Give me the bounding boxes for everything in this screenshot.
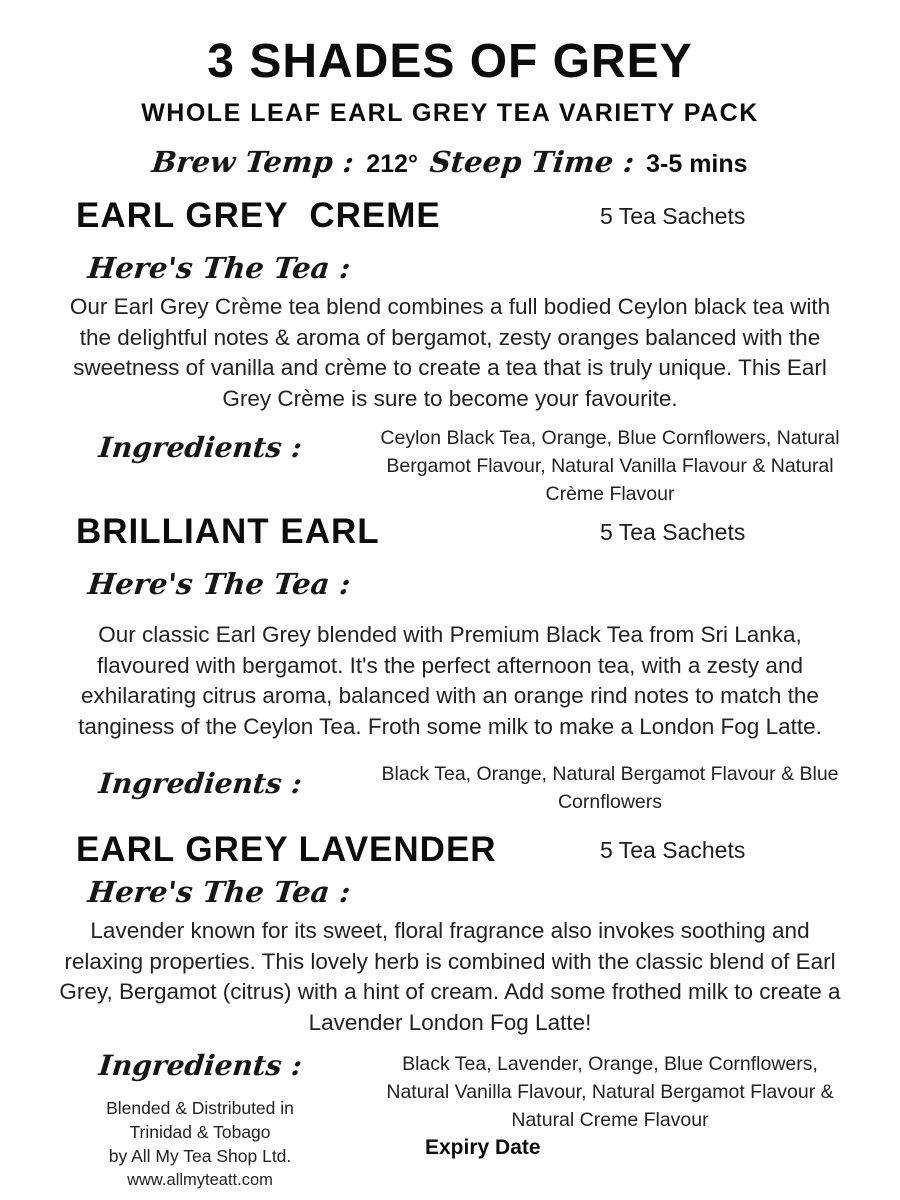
tea-description: Our classic Earl Grey blended with Premium Black Tea from Sri Lanka, flavoured with bergamot. It's the perfect afternoon tea, with a zesty and exhilarating citrus aroma, balanced with an orange rind notes to match the tanginess of the Ceylon Tea. Froth some milk to make a London Fog Latte. bbox=[78, 622, 822, 739]
section-title-brilliant-earl: BRILLIANT EARL bbox=[76, 512, 380, 551]
brew-info-line bbox=[40, 142, 860, 184]
distributor-website: www.allmyteatt.com bbox=[127, 1171, 273, 1189]
footer-right-column bbox=[360, 1048, 860, 1160]
label-header bbox=[40, 34, 860, 184]
tea-description: Our Earl Grey Crème tea blend combines a full bodied Ceylon black tea with the delightful notes & aroma of bergamot, zesty oranges balanced with the sweetness of vanilla and crème to create a tea that is truly unique. This Earl Grey Crème is sure to become your favourite. bbox=[69, 294, 831, 411]
sachet-count: 5 Tea Sachets bbox=[600, 837, 746, 863]
distributor-line: Blended & Distributed in bbox=[106, 1098, 294, 1118]
page-title: 3 SHADES OF GREY bbox=[207, 35, 693, 88]
steep-time-label: Steep Time : bbox=[428, 145, 636, 179]
distributor-line: by All My Tea Shop Ltd. bbox=[108, 1146, 292, 1166]
distributor-line: Trinidad & Tobago bbox=[129, 1122, 271, 1142]
section-brilliant-earl bbox=[40, 510, 860, 816]
expiry-date-label: Expiry Date bbox=[425, 1136, 541, 1159]
ingredients-list: Black Tea, Orange, Natural Bergamot Flavour & Blue Cornflowers bbox=[381, 763, 839, 813]
brew-temp-value: 212° bbox=[366, 150, 418, 178]
footer-left-column bbox=[40, 1048, 360, 1192]
section-earl-grey-lavender bbox=[40, 828, 860, 1192]
heres-the-tea-label: Here's The Tea : bbox=[86, 251, 353, 285]
heres-the-tea-label: Here's The Tea : bbox=[86, 567, 353, 601]
ingredients-label: Ingredients : bbox=[96, 767, 304, 800]
ingredients-label-box bbox=[40, 422, 360, 466]
ingredients-footer-row bbox=[40, 1048, 860, 1192]
ingredients-list: Ceylon Black Tea, Orange, Blue Cornflowers, Natural Bergamot Flavour, Natural Vanilla Flavour & Natural Crème Flavour bbox=[380, 427, 840, 505]
section-earl-grey-creme bbox=[40, 194, 860, 508]
section-title-earl-grey-lavender: EARL GREY LAVENDER bbox=[76, 830, 497, 869]
sachet-count: 5 Tea Sachets bbox=[600, 203, 746, 229]
heres-the-tea-label: Here's The Tea : bbox=[86, 875, 353, 909]
section-heading-row bbox=[40, 510, 860, 554]
ingredients-row bbox=[40, 758, 860, 816]
brew-temp-label: Brew Temp : bbox=[150, 145, 357, 179]
section-title-earl-grey-creme: EARL GREY CREME bbox=[76, 196, 441, 235]
section-heading-row bbox=[40, 828, 860, 872]
distributor-info bbox=[40, 1096, 360, 1192]
ingredients-label: Ingredients : bbox=[96, 431, 304, 464]
tea-description: Lavender known for its sweet, floral fragrance also invokes soothing and relaxing properties. This lovely herb is combined with the classic blend of Earl Grey, Bergamot (citrus) with a hint of cream. Add some frothed milk to create a Lavender London Fog Latte! bbox=[59, 918, 841, 1035]
ingredients-row bbox=[40, 422, 860, 508]
steep-time-value: 3-5 mins bbox=[646, 150, 748, 178]
sachet-count: 5 Tea Sachets bbox=[600, 519, 746, 545]
ingredients-list: Black Tea, Lavender, Orange, Blue Cornflowers, Natural Vanilla Flavour, Natural Bergamot Flavour & Natural Creme Flavour bbox=[386, 1053, 834, 1131]
page-subtitle: WHOLE LEAF EARL GREY TEA VARIETY PACK bbox=[141, 99, 759, 127]
section-heading-row bbox=[40, 194, 860, 238]
ingredients-label: Ingredients : bbox=[96, 1049, 304, 1082]
ingredients-label-box bbox=[40, 758, 360, 802]
